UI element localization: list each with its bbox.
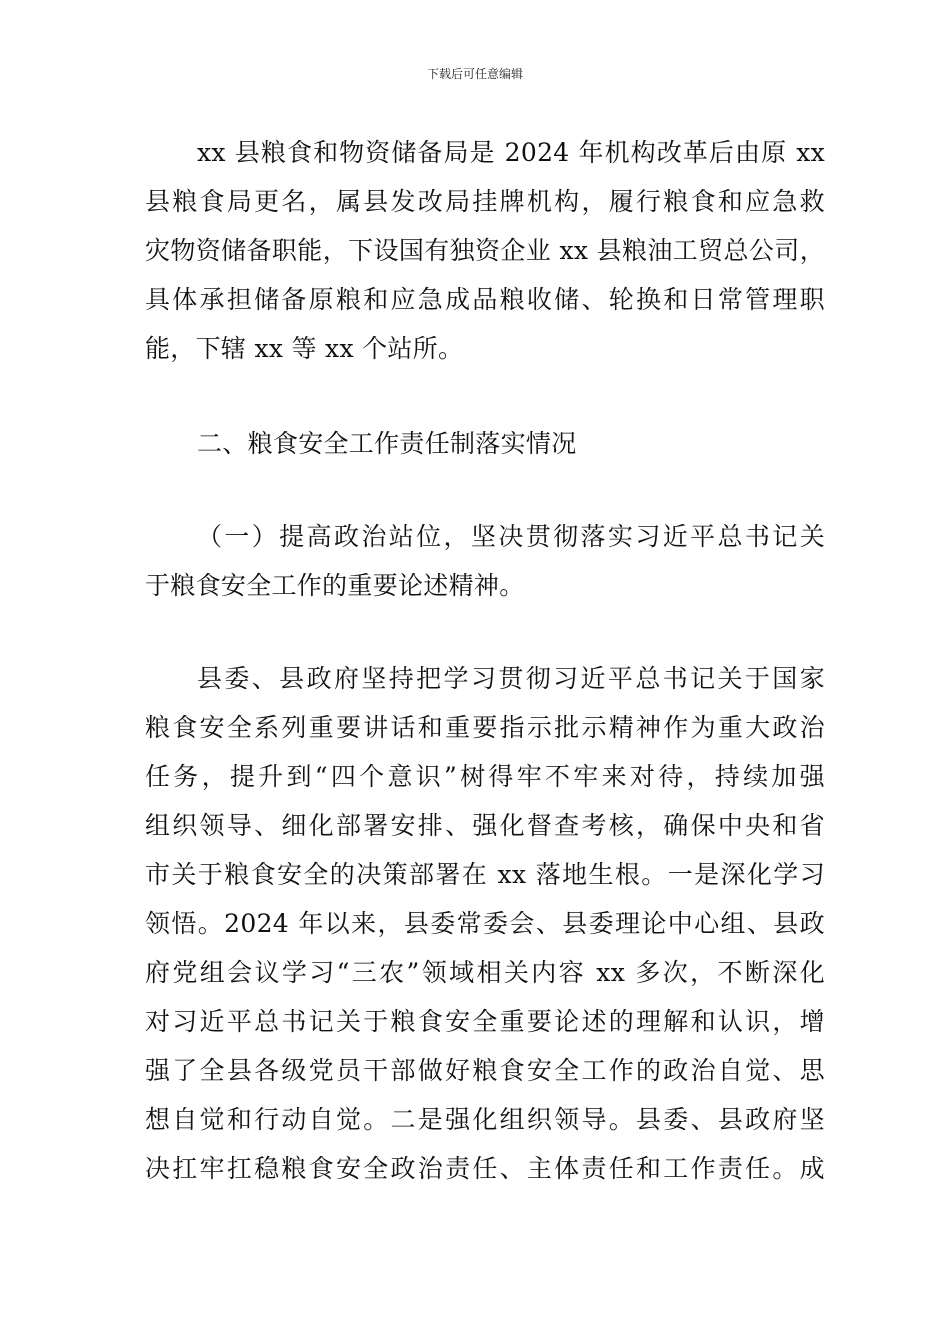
text-line: 县委、县政府坚持把学习贯彻习近平总书记关于国家 <box>197 664 825 693</box>
paragraph-agency-intro <box>145 128 825 373</box>
text-line: 组织领导、细化部署安排、强化督查考核，确保中央和省 <box>145 811 825 840</box>
text-line: 强了全县各级党员干部做好粮食安全工作的政治自觉、思 <box>145 1056 825 1085</box>
section-heading-text: 二、粮食安全工作责任制落实情况 <box>197 429 577 458</box>
subsection-heading <box>145 512 825 610</box>
text-line: 县粮食局更名，属县发改局挂牌机构，履行粮食和应急救 <box>145 187 825 216</box>
text-line: 领悟。2024 年以来，县委常委会、县委理论中心组、县政 <box>145 909 825 938</box>
text-line: 于粮食安全工作的重要论述精神。 <box>145 571 525 600</box>
document-body <box>145 128 825 1193</box>
text-line: 市关于粮食安全的决策部署在 xx 落地生根。一是深化学习 <box>145 860 825 889</box>
section-heading <box>145 419 825 468</box>
page-header-note: 下载后可任意编辑 <box>426 67 523 81</box>
text-line: 粮食安全系列重要讲话和重要指示批示精神作为重大政治 <box>145 713 825 742</box>
text-line: 灾物资储备职能，下设国有独资企业 xx 县粮油工贸总公司， <box>145 236 825 265</box>
text-line: （一）提高政治站位，坚决贯彻落实习近平总书记关 <box>197 522 825 551</box>
text-line: 任务，提升到“四个意识”树得牢不牢来对待，持续加强 <box>145 762 825 791</box>
text-line: 对习近平总书记关于粮食安全重要论述的理解和认识，增 <box>145 1007 825 1036</box>
text-line: 能，下辖 xx 等 xx 个站所。 <box>145 334 464 363</box>
text-line: 想自觉和行动自觉。二是强化组织领导。县委、县政府坚 <box>145 1105 825 1134</box>
text-line: xx 县粮食和物资储备局是 2024 年机构改革后由原 xx <box>197 138 825 167</box>
text-line: 具体承担储备原粮和应急成品粮收储、轮换和日常管理职 <box>145 285 825 314</box>
text-line: 决扛牢扛稳粮食安全政治责任、主体责任和工作责任。成 <box>145 1154 825 1183</box>
paragraph-county-measures <box>145 654 825 1193</box>
text-line: 府党组会议学习“三农”领域相关内容 xx 多次，不断深化 <box>145 958 825 987</box>
